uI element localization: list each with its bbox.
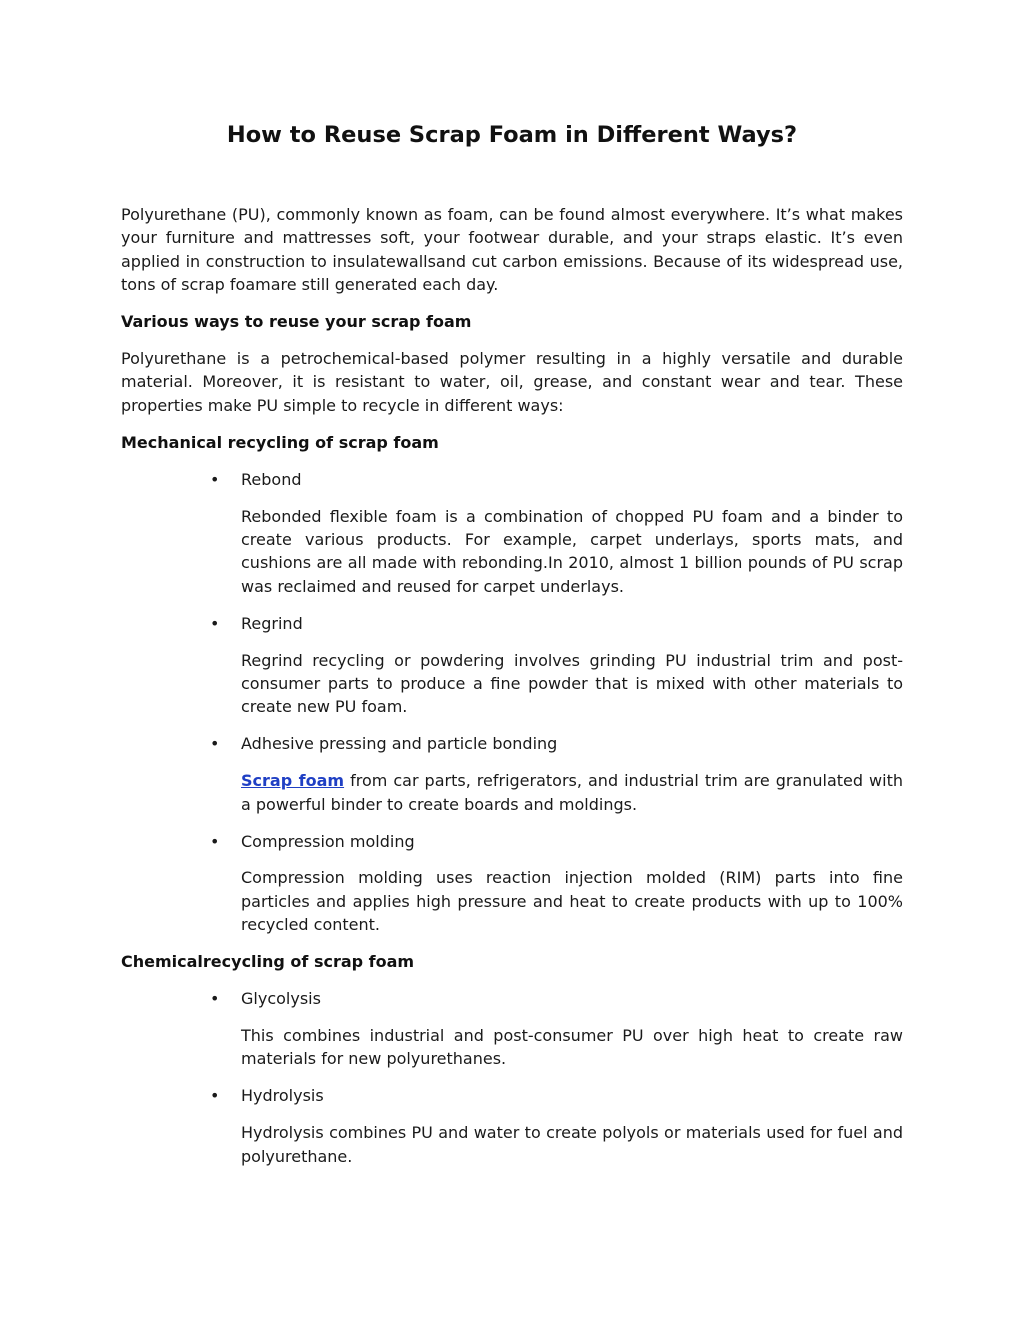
list-item-hydrolysis — [121, 1084, 903, 1107]
list-item-adhesive-pressing — [121, 732, 903, 755]
adhesive-pressing-description — [241, 769, 903, 816]
intro-paragraph: Polyurethane (PU), commonly known as foam, can be found almost everywhere. It’s what makes your furniture and mattresses soft, your footwear durable, and your straps elastic. It’s even applied in construction to insulatewallsand cut carbon emissions. Because of its widespread use, tons of scrap foamare still generated each day. — [121, 205, 903, 295]
list-item-label: Regrind — [241, 613, 303, 633]
scrap-foam-link[interactable]: Scrap foam — [241, 771, 345, 791]
page-title: How to Reuse Scrap Foam in Different Ways? — [226, 122, 798, 148]
rebond-description: Rebonded flexible foam is a combination of chopped PU foam and a binder to create various products. For example, carpet underlays, sports mats, and cushions are all made with rebonding.In 2010, almost 1 billion pounds of PU scrap was reclaimed and reused for carpet underlays. — [241, 506, 903, 596]
list-item-regrind — [121, 612, 903, 635]
document-page — [121, 118, 903, 1182]
list-item-label: Rebond — [241, 469, 302, 489]
section-heading-various-ways: Various ways to reuse your scrap foam — [121, 312, 472, 332]
bullet-icon: • — [210, 469, 220, 489]
bullet-icon: • — [210, 1086, 220, 1106]
section-heading-mechanical: Mechanical recycling of scrap foam — [121, 432, 439, 452]
list-item-description — [121, 505, 903, 599]
glycolysis-description: This combines industrial and post-consumer PU over high heat to create raw materials for new polyurethanes. — [241, 1025, 903, 1069]
list-item-label: Adhesive pressing and particle bonding — [241, 734, 558, 754]
list-item-label: Glycolysis — [241, 989, 321, 1009]
bullet-icon: • — [210, 734, 220, 754]
bullet-icon: • — [210, 989, 220, 1009]
list-item-compression-molding — [121, 830, 903, 853]
section-heading-chemical: Chemicalrecycling of scrap foam — [121, 952, 415, 972]
compression-molding-description: Compression molding uses reaction injection molded (RIM) parts into fine particles and applies high pressure and heat to create products with up to 100% recycled content. — [241, 868, 903, 935]
regrind-description: Regrind recycling or powdering involves grinding PU industrial trim and post-consumer parts to produce a fine powder that is mixed with other materials to create new PU foam. — [241, 650, 903, 717]
various-ways-paragraph: Polyurethane is a petrochemical-based polymer resulting in a highly versatile and durable material. Moreover, it is resistant to water, oil, grease, and constant wear and tear. These properties make PU simple to recycle in different ways: — [121, 349, 903, 415]
list-item-label: Hydrolysis — [241, 1086, 324, 1106]
adhesive-pressing-text: from car parts, refrigerators, and industrial trim are granulated with a powerful binder to create boards and moldings. — [241, 771, 904, 814]
list-item-rebond — [121, 468, 903, 491]
hydrolysis-description: Hydrolysis combines PU and water to create polyols or materials used for fuel and polyurethane. — [241, 1123, 903, 1166]
list-item-description — [121, 1121, 903, 1168]
list-item-glycolysis — [121, 987, 903, 1010]
list-item-description — [121, 649, 903, 719]
bullet-icon: • — [210, 831, 220, 851]
list-item-description — [121, 769, 903, 816]
list-item-description — [121, 1024, 903, 1071]
list-item-label: Compression molding — [241, 831, 415, 851]
list-item-description — [121, 866, 903, 936]
bullet-icon: • — [210, 613, 220, 633]
